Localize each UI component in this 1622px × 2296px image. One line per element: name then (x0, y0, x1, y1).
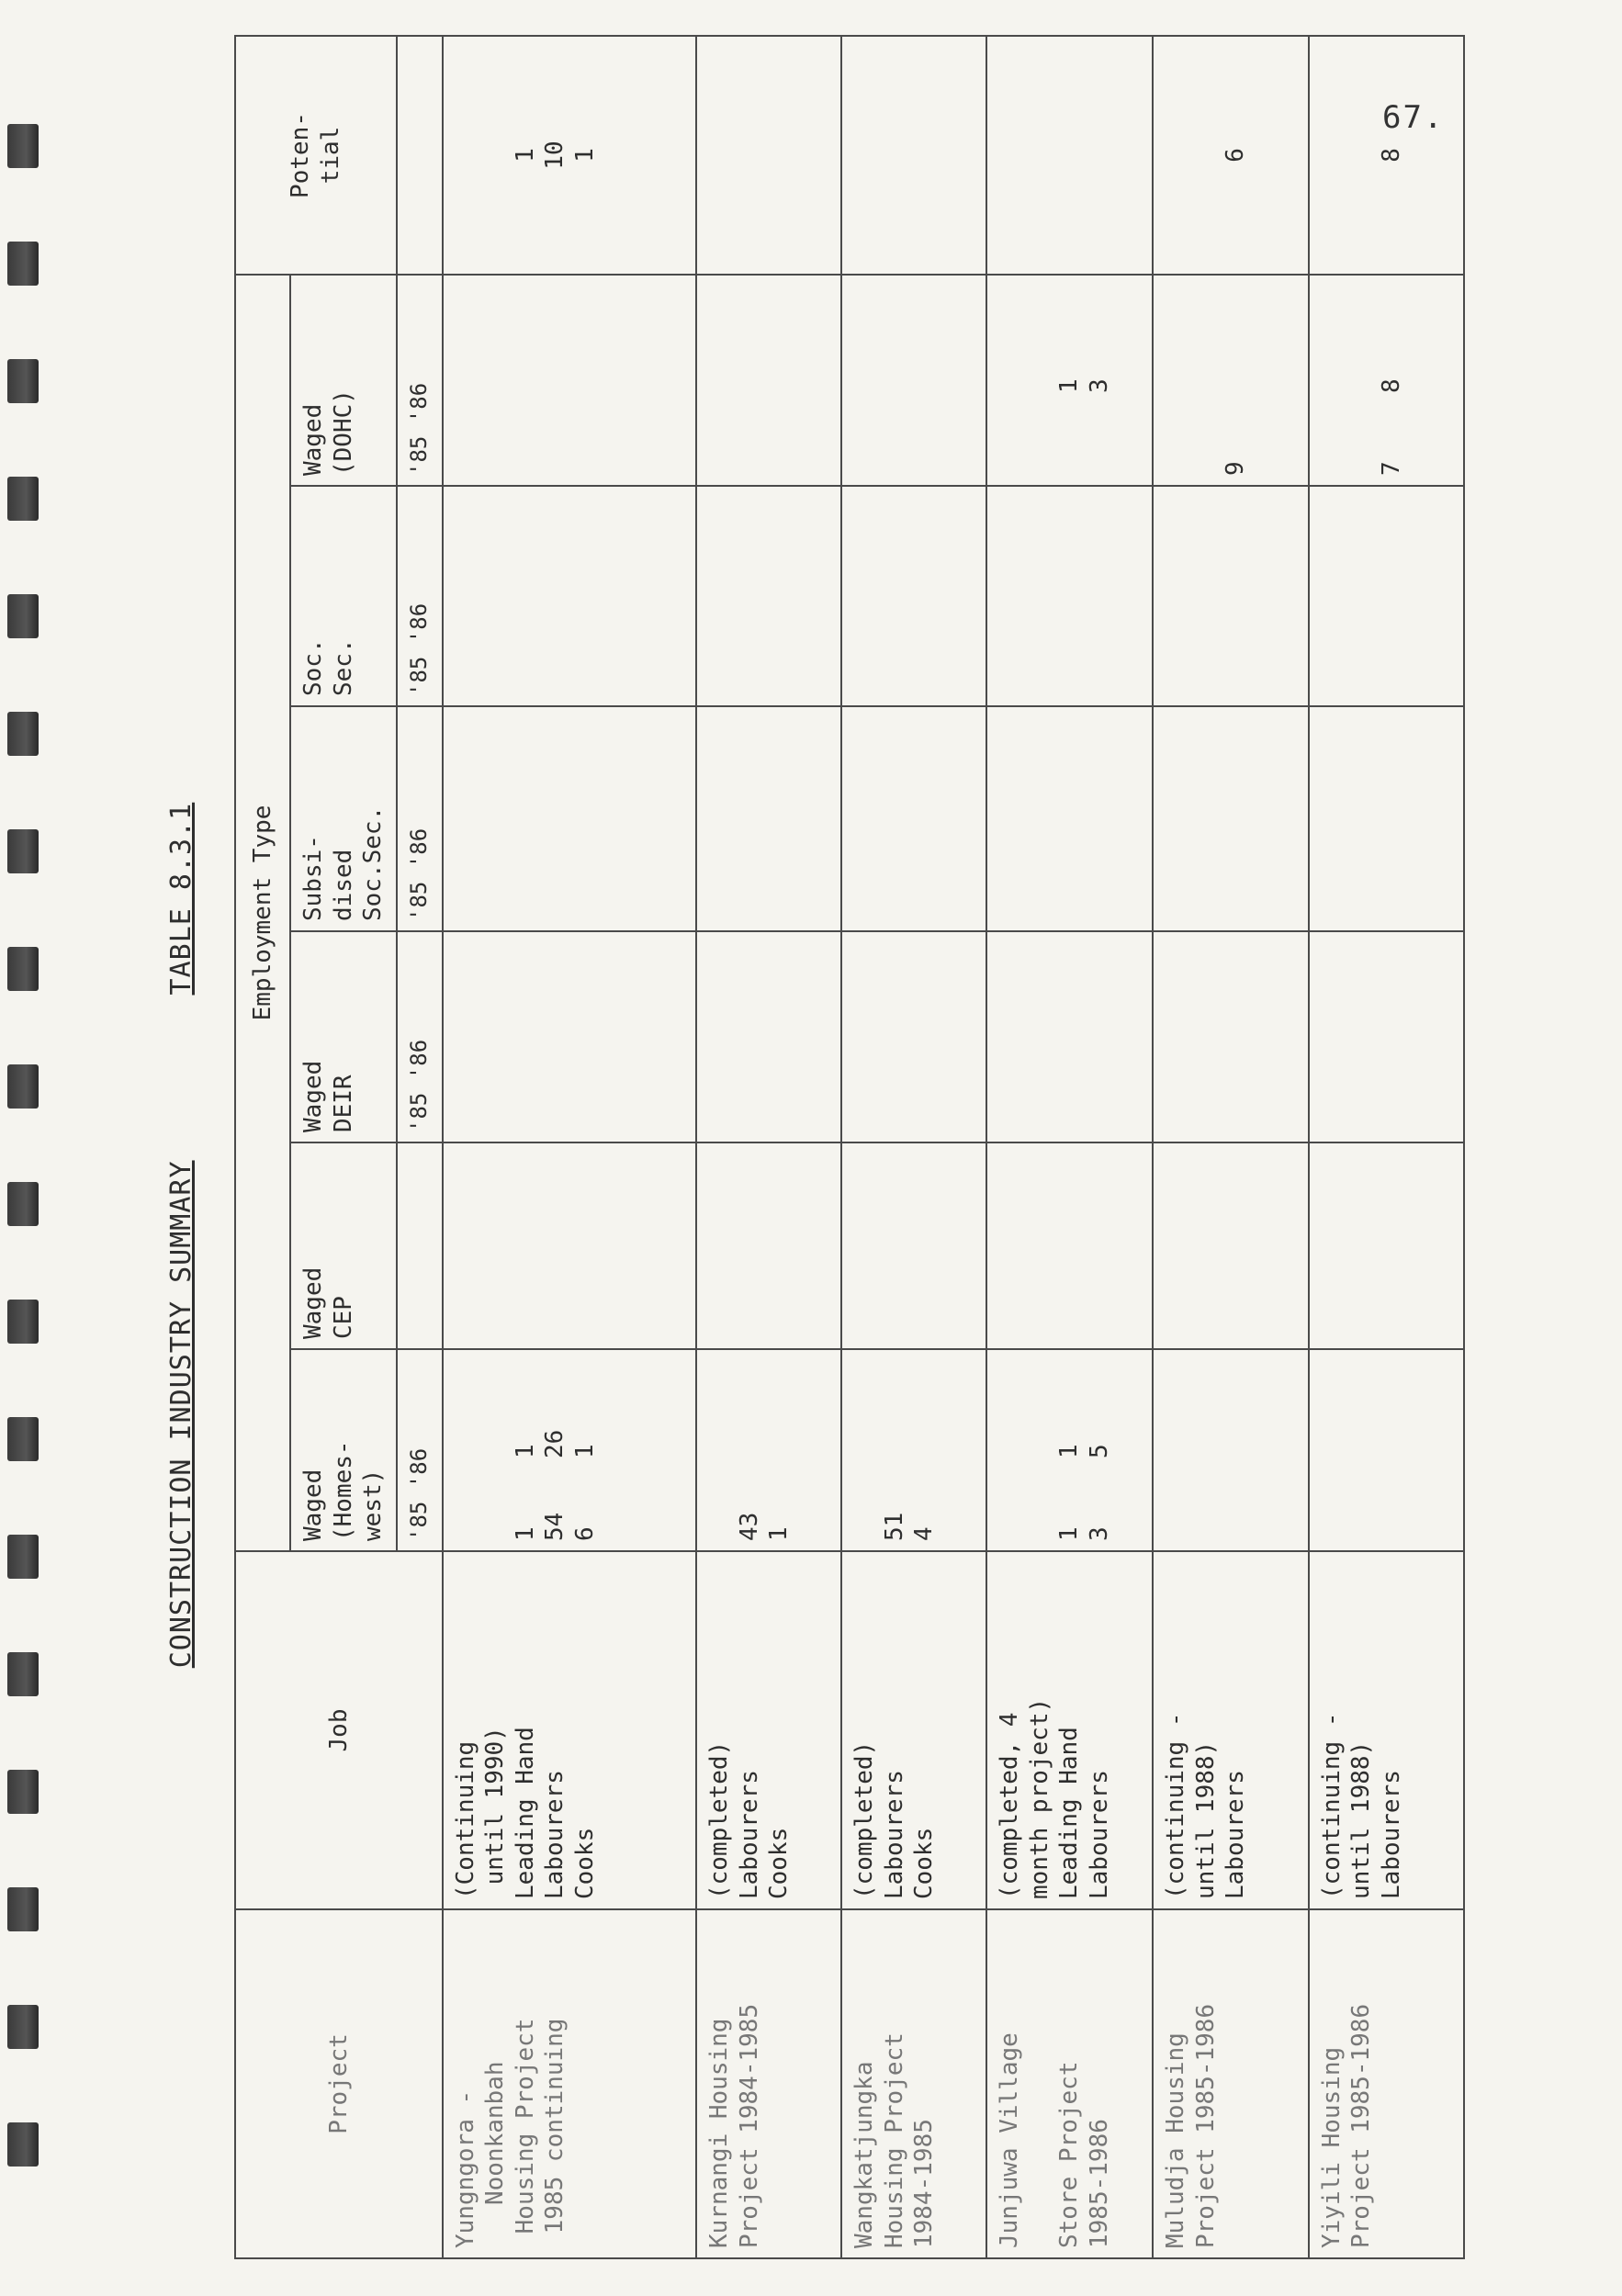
potential-cell: 1 10 1 (443, 36, 697, 275)
dohc-85-value: 7 (1377, 461, 1405, 476)
project-cell: Junjuwa Village Store Project 1985-1986 (986, 1909, 1153, 2258)
dohc-85-value: 9 (1222, 461, 1250, 476)
years-potential (397, 36, 443, 275)
cep-cell (1309, 1142, 1464, 1349)
dohc-85-value (995, 430, 1114, 476)
project-cell: Yiyili Housing Project 1985-1986 (1309, 1909, 1464, 2258)
subsidised-soc-sec-cell (1153, 706, 1308, 931)
homeswest-85-value: 51 4 (880, 1512, 939, 1541)
binding-hole (7, 829, 39, 873)
job-cell: (completed, 4 month project) Leading Hand Labourers (986, 1551, 1153, 1909)
col-dohc: Waged (DOHC) (290, 275, 397, 486)
table-row (1309, 36, 1464, 2258)
years-soc-sec: '85 '86 (397, 486, 443, 706)
binding-hole (7, 1652, 39, 1696)
construction-summary-table (234, 35, 1465, 2259)
employment-type-header: Employment Type (235, 275, 290, 1551)
homeswest-cell (986, 1349, 1153, 1551)
soc-sec-cell (443, 486, 697, 706)
deir-cell (1153, 931, 1308, 1142)
table-row (1153, 36, 1308, 2258)
table-title: CONSTRUCTION INDUSTRY SUMMARY (165, 1160, 197, 1669)
subsidised-soc-sec-cell (1309, 706, 1464, 931)
dohc-cell (1153, 275, 1308, 486)
job-cell: (completed) Labourers Cooks (841, 1551, 986, 1909)
project-cell: Wangkatjungka Housing Project 1984-1985 (841, 1909, 986, 2258)
binding-hole (7, 1887, 39, 1931)
dohc-86-value: 8 (1377, 378, 1405, 393)
col-subsidised-soc-sec: Subsi- dised Soc.Sec. (290, 706, 397, 931)
col-deir: Waged DEIR (290, 931, 397, 1142)
soc-sec-cell (696, 486, 841, 706)
potential-cell (696, 36, 841, 275)
deir-cell (841, 931, 986, 1142)
potential-cell: 6 (1153, 36, 1308, 275)
deir-cell (1309, 931, 1464, 1142)
deir-cell (443, 931, 697, 1142)
years-deir: '85 '86 (397, 931, 443, 1142)
soc-sec-cell (986, 486, 1153, 706)
homeswest-cell (1309, 1349, 1464, 1551)
table-heading (165, 211, 197, 2259)
binding-hole (7, 1182, 39, 1226)
project-cell: Kurnangi Housing Project 1984-1985 (696, 1909, 841, 2258)
binding-hole (7, 2005, 39, 2049)
years-dohc: '85 '86 (397, 275, 443, 486)
dohc-cell (986, 275, 1153, 486)
col-cep: Waged CEP (290, 1142, 397, 1349)
binding-hole (7, 2122, 39, 2167)
project-cell: Muludja Housing Project 1985-1986 (1153, 1909, 1308, 2258)
cep-cell (841, 1142, 986, 1349)
homeswest-cell (1153, 1349, 1308, 1551)
potential-cell: 8 (1309, 36, 1464, 275)
homeswest-86-value: 1 5 (1055, 1444, 1113, 1458)
table-label: TABLE 8.3.1 (165, 802, 197, 996)
potential-header: Poten- tial (235, 36, 397, 275)
homeswest-cell (696, 1349, 841, 1551)
binding-hole (7, 1535, 39, 1579)
cep-cell (696, 1142, 841, 1349)
cep-cell (443, 1142, 697, 1349)
subsidised-soc-sec-cell (986, 706, 1153, 931)
job-cell: (continuing - until 1988) Labourers (1309, 1551, 1464, 1909)
project-cell: Yungngora - Noonkanbah Housing Project 1985 continuing (443, 1909, 697, 2258)
dohc-cell (443, 275, 697, 486)
homeswest-cell (443, 1349, 697, 1551)
dohc-cell (1309, 275, 1464, 486)
dohc-86-value: 1 3 (1055, 378, 1113, 393)
homeswest-85-value: 1 54 6 (511, 1512, 599, 1541)
binding-hole (7, 242, 39, 286)
homeswest-cell (841, 1349, 986, 1551)
binding-hole (7, 594, 39, 638)
table-row (696, 36, 841, 2258)
table-row (986, 36, 1153, 2258)
homeswest-85-value: 1 3 (1055, 1526, 1113, 1541)
soc-sec-cell (1309, 486, 1464, 706)
soc-sec-cell (1153, 486, 1308, 706)
binding-hole (7, 1770, 39, 1814)
page-number: 67. (1382, 99, 1445, 136)
binding-hole (7, 1417, 39, 1461)
job-cell: (completed) Labourers Cooks (696, 1551, 841, 1909)
binding-hole (7, 477, 39, 521)
subsidised-soc-sec-cell (443, 706, 697, 931)
job-header: Job (235, 1551, 443, 1909)
cep-cell (1153, 1142, 1308, 1349)
binding-hole (7, 359, 39, 403)
homeswest-86-value: 1 26 1 (511, 1429, 599, 1458)
table-row (443, 36, 697, 2258)
job-cell: (continuing - until 1988) Labourers (1153, 1551, 1308, 1909)
soc-sec-cell (841, 486, 986, 706)
deir-cell (986, 931, 1153, 1142)
years-cep (397, 1142, 443, 1349)
job-cell: (Continuing until 1990) Leading Hand Labourers Cooks (443, 1551, 697, 1909)
binding-hole (7, 712, 39, 756)
deir-cell (696, 931, 841, 1142)
years-homeswest: '85 '86 (397, 1349, 443, 1551)
table-body (443, 36, 1465, 2258)
potential-cell (841, 36, 986, 275)
binding-hole (7, 1300, 39, 1344)
table-row (841, 36, 986, 2258)
binding-holes (0, 0, 55, 2296)
binding-hole (7, 124, 39, 168)
subsidised-soc-sec-cell (841, 706, 986, 931)
binding-hole (7, 1064, 39, 1109)
project-header: Project (235, 1909, 443, 2258)
subsidised-soc-sec-cell (696, 706, 841, 931)
col-homeswest: Waged (Homes- west) (290, 1349, 397, 1551)
homeswest-85-value: 43 1 (735, 1512, 794, 1541)
dohc-cell (696, 275, 841, 486)
binding-hole (7, 947, 39, 991)
col-soc-sec: Soc. Sec. (290, 486, 397, 706)
cep-cell (986, 1142, 1153, 1349)
years-subsidised-soc-sec: '85 '86 (397, 706, 443, 931)
potential-cell (986, 36, 1153, 275)
dohc-cell (841, 275, 986, 486)
